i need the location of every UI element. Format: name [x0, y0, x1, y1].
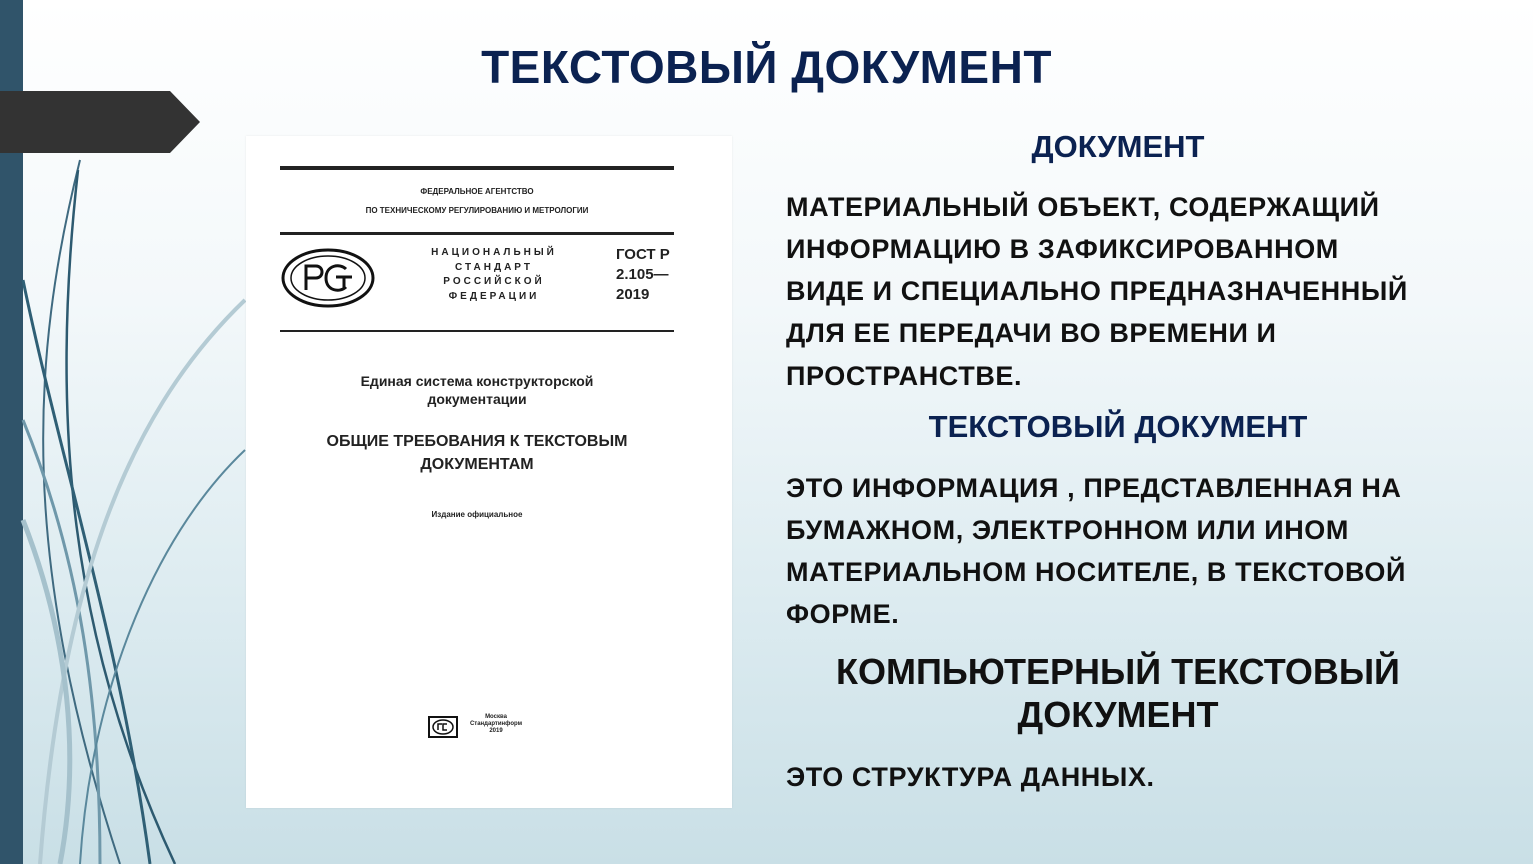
text-document-definition-line: БУМАЖНОМ, ЭЛЕКТРОННОМ ИЛИ ИНОМ — [786, 515, 1349, 545]
computer-document-heading-line: КОМПЬЮТЕРНЫЙ ТЕКСТОВЫЙ — [836, 651, 1400, 692]
standard-line: НАЦИОНАЛЬНЫЙ — [431, 247, 557, 258]
national-standard-label — [414, 246, 574, 304]
document-heading: ДОКУМЕНТ — [1031, 129, 1205, 164]
gost-number — [616, 245, 696, 305]
publisher-logo-icon — [428, 716, 458, 738]
slide-title: ТЕКСТОВЫЙ ДОКУМЕНТ — [481, 41, 1052, 93]
edition-label: Издание официальное — [431, 510, 523, 519]
cover-title-line: ОБЩИЕ ТРЕБОВАНИЯ К ТЕКСТОВЫМ — [326, 433, 628, 450]
document-definition-line: ПРОСТРАНСТВЕ. — [786, 361, 1023, 391]
agency-line-2: ПО ТЕХНИЧЕСКОМУ РЕГУЛИРОВАНИЮ И МЕТРОЛОГИИ — [365, 206, 589, 215]
standard-line: СТАНДАРТ — [455, 261, 533, 273]
cover-subtitle-line: Единая система конструкторской — [360, 373, 594, 389]
computer-document-heading-line: ДОКУМЕНТ — [1017, 694, 1219, 735]
text-document-definition-line: ЭТО ИНФОРМАЦИЯ , ПРЕДСТАВЛЕННАЯ НА — [786, 473, 1402, 503]
document-definition-line: ДЛЯ ЕЕ ПЕРЕДАЧИ ВО ВРЕМЕНИ И — [786, 318, 1277, 348]
rst-logo-icon — [280, 247, 376, 309]
gost-line: 2.105— — [616, 266, 669, 283]
standard-line: РОССИЙСКОЙ — [443, 276, 545, 287]
gost-document-cover — [246, 136, 732, 808]
text-document-definition-line: ФОРМЕ. — [786, 599, 900, 629]
publisher-line: Москва — [485, 714, 507, 720]
cover-subtitle-line: документации — [427, 391, 527, 407]
gost-line: 2019 — [616, 286, 650, 303]
publisher-line: Стандартинформ — [469, 721, 523, 727]
document-definition-line: МАТЕРИАЛЬНЫЙ ОБЪЕКТ, СОДЕРЖАЩИЙ — [786, 192, 1380, 222]
agency-line-1: ФЕДЕРАЛЬНОЕ АГЕНТСТВО — [420, 187, 534, 196]
document-definition-line: ВИДЕ И СПЕЦИАЛЬНО ПРЕДНАЗНАЧЕННЫЙ — [786, 276, 1408, 306]
cover-title-line: ДОКУМЕНТАМ — [420, 456, 534, 473]
document-definition-line: ИНФОРМАЦИЮ В ЗАФИКСИРОВАННОМ — [786, 234, 1339, 264]
cover-middle-rule — [280, 232, 674, 235]
standard-line: ФЕДЕРАЦИИ — [448, 290, 540, 302]
cover-lower-rule — [280, 330, 674, 332]
publisher-line: 2019 — [489, 728, 503, 734]
computer-document-definition: ЭТО СТРУКТУРА ДАННЫХ. — [786, 762, 1155, 792]
gost-line: ГОСТ Р — [616, 246, 670, 263]
text-document-definition-line: МАТЕРИАЛЬНОМ НОСИТЕЛЕ, В ТЕКСТОВОЙ — [786, 557, 1407, 587]
arrow-tab-decoration — [0, 91, 200, 153]
cover-top-rule — [280, 166, 674, 170]
text-document-heading: ТЕКСТОВЫЙ ДОКУМЕНТ — [928, 409, 1308, 444]
